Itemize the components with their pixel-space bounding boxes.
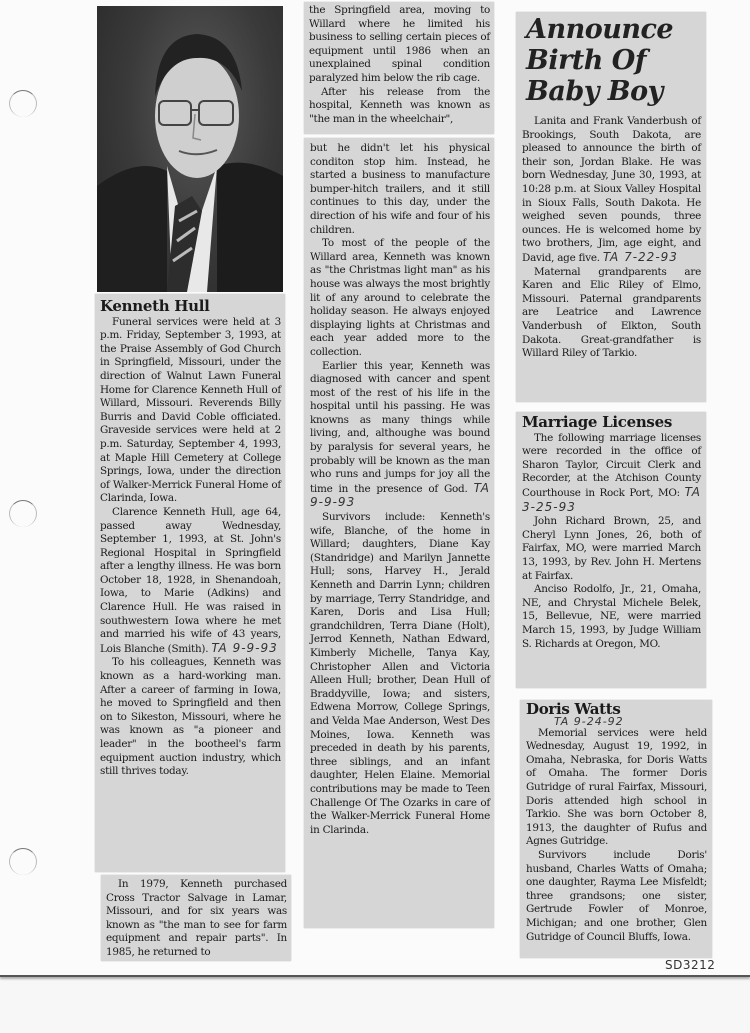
- paragraph: the Springfield area, moving to Willard where he limited his business to selling certain pieces of equipment until 1986 when an unexplained spinal condition paralyzed him below the rib cage.: [309, 4, 490, 84]
- binder-hole: [9, 848, 37, 875]
- paragraph: Memorial services were held Wednesday, August 19, 1992, in Omaha, Nebraska, for Doris Watts of Omaha. The former Doris Gutridge of rural Fairfax, Missouri, Doris attended high school in Tarkio. She was born October 8, 1913, the daughter of Rufus and Agnes Gutridge.: [526, 726, 707, 848]
- handwritten-date-note: TA 9-24-92: [554, 714, 624, 728]
- birth-announcement: [516, 12, 706, 402]
- paragraph: To his colleagues, Kenneth was known as a hard-working man. After a career of farming in Iowa, he moved to Springfield and then on to Sikeston, Missouri, where he was known as "a pioneer and leader" in the bootheel's farm equipment auction industry, which still thrives today.: [100, 656, 281, 778]
- paragraph: The following marriage licenses were recorded in the office of Sharon Taylor, Circuit Clerk and Recorder, at the Atchison County Courthouse in Rock Port, MO: TA 3-25-93: [522, 431, 701, 514]
- paragraph: Maternal grandparents are Karen and Elic Riley of Elmo, Missouri. Paternal grandparents are Leatrice and Lawrence Vanderbush of Elkton, South Dakota. Great-grandfather is Willard Riley of Tarkio.: [522, 265, 701, 360]
- marriage-title: Marriage Licenses: [522, 413, 672, 431]
- page-reference-number: SD3212: [665, 958, 716, 972]
- portrait-photo: [97, 6, 283, 292]
- paragraph: Lanita and Frank Vanderbush of Brookings, South Dakota, are pleased to announce the birth of their son, Jordan Blake. He was born Wednesday, June 30, 1993, at 10:28 p.m. at Sioux Valley Hospital in Sioux Falls, South Dakota. He weighed seven pounds, three ounces. He is welcomed home by two brothers, Jim, age eight, and David, age five. TA 7-22-93: [522, 115, 701, 264]
- obituary-kenneth-hull-part2: [101, 875, 291, 961]
- handwritten-date-note: TA 3-25-93: [522, 484, 701, 514]
- marriage-licenses: [516, 412, 706, 688]
- handwritten-date-note: TA 9-9-93: [310, 480, 490, 510]
- handwritten-date-note: TA 9-9-93: [211, 640, 278, 655]
- obituary-title: Doris Watts: [526, 700, 621, 718]
- obituary-kenneth-hull-part4: [304, 138, 494, 928]
- paragraph: In 1979, Kenneth purchased Cross Tractor Salvage in Lamar, Missouri, and for six years was known as "the man to see for farm equipment and repair parts". In 1985, he returned to: [106, 878, 287, 958]
- handwritten-date-note: TA 7-22-93: [602, 249, 678, 264]
- obituary-doris-watts: [520, 700, 712, 958]
- obituary-kenneth-hull-part3: [304, 2, 494, 134]
- paragraph: John Richard Brown, 25, and Cheryl Lynn Jones, 26, both of Fairfax, MO, were married March 13, 1993, by Rev. John H. Mertens at Fairfax.: [522, 515, 701, 582]
- binder-hole: [9, 90, 37, 117]
- paragraph: Earlier this year, Kenneth was diagnosed with cancer and spent most of the rest of his life in the hospital until his passing. He was knowns as many things while living, and, althoughe was bound by paralysis for several years, he probably will be known as the man who runs and jumps for joy all the time in the presence of God. TA 9-9-93: [310, 359, 490, 510]
- paragraph: To most of the people of the Willard area, Kenneth was known as "the Christmas light man" as his house was always the most brightly lit of any around to celebrate the holiday season. He always enjoyed displaying lights at Christmas and each year added more to the collection.: [310, 237, 490, 358]
- paragraph: Survivors include: Kenneth's wife, Blanche, of the home in Willard; daughters, Diane Kay (Standridge) and Marilyn Jannette Hull; sons, Harvey H., Jerald Kenneth and Darrin Lynn; children by marriage, Terry Standridge, and Karen, Doris and Lisa Hull; grandchildren, Terra Diane (Holt), Jerrod Kenneth, Nathan Edward, Kimberly Michelle, Tanya Kay, Christopher Allen and Victoria Alleen Hull; brother, Dean Hull of Braddyville, Iowa; and sisters, Edwena Morrow, College Springs, and Velda Mae Anderson, West Des Moines, Iowa. Kenneth was preceded in death by his parents, three siblings, and an infant daughter, Helen Elaine. Memorial contributions may be made to Teen Challenge Of The Ozarks in care of the Walker-Merrick Funeral Home in Clarinda.: [310, 511, 490, 836]
- paragraph: After his release from the hospital, Kenneth was known as "the man in the wheelchair",: [309, 85, 490, 125]
- binder-hole: [9, 500, 37, 527]
- portrait-illustration: [97, 6, 283, 292]
- obituary-kenneth-hull-part1: [95, 294, 285, 872]
- paragraph: Anciso Rodolfo, Jr., 21, Omaha, NE, and Chrystal Michele Belek, 15, Bellevue, NE, were married March 15, 1993, by Judge William S. Richards at Oregon, MO.: [522, 583, 701, 650]
- paragraph: Funeral services were held at 3 p.m. Friday, September 3, 1993, at the Praise Assembly of God Church in Springfield, Missouri, under the direction of Walnut Lawn Funeral Home for Clarence Kenneth Hull of Willard, Missouri. Reverends Billy Burris and David Coble officiated. Graveside services were held at 2 p.m. Saturday, September 4, 1993, at Maple Hill Cemetery at College Springs, Iowa, under the direction of Walker-Merrick Funeral Home of Clarinda, Iowa.: [100, 315, 281, 505]
- paragraph: Survivors include Doris' husband, Charles Watts of Omaha; one daughter, Rayma Lee Misfeldt; three grandsons; one sister, Gertrude Fowler of Monroe, Michigan; and one brother, Glen Gutridge of Council Bluffs, Iowa.: [526, 848, 707, 943]
- obituary-title: Kenneth Hull: [100, 297, 210, 315]
- paragraph: but he didn't let his physical conditon stop him. Instead, he started a business to manufacture bumper-hitch trailers, and it still continues to this day, under the direction of his wife and four of his children.: [310, 142, 490, 236]
- paragraph: Clarence Kenneth Hull, age 64, passed away Wednesday, September 1, 1993, at St. John's Regional Hospital in Springfield after a lengthy illness. He was born October 18, 1928, in Shenandoah, Iowa, to Marie (Adkins) and Clarence Hull. He was raised in southwestern Iowa where he met and married his wife of 43 years, Lois Blanche (Smith). TA 9-9-93: [100, 505, 281, 655]
- birth-headline: Announce Birth Of Baby Boy: [526, 14, 674, 107]
